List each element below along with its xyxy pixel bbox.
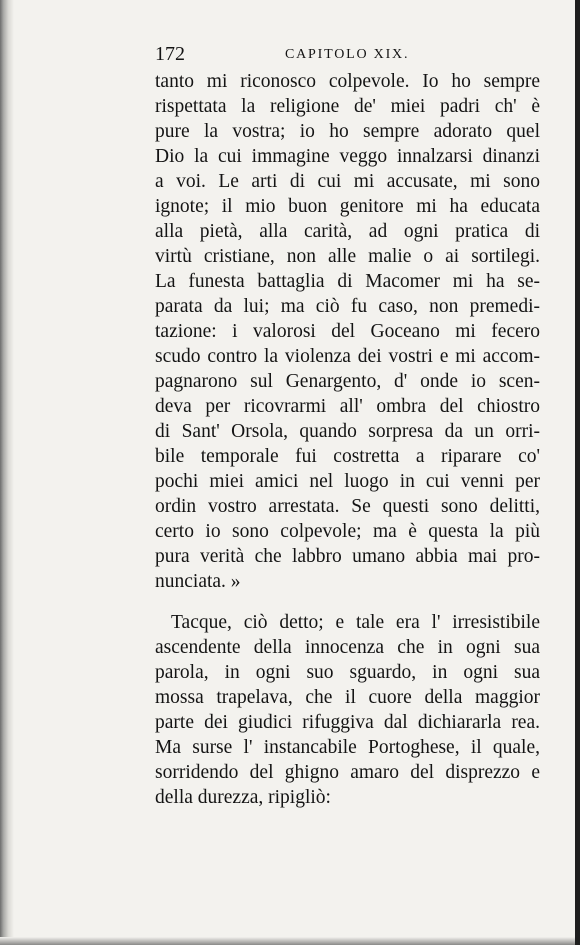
paragraph-1	[155, 69, 540, 594]
text-line: alla pietà, alla carità, ad ogni pratica di	[155, 221, 540, 242]
text-line: pure la vostra; io ho sempre adorato quel	[155, 121, 540, 142]
body-text	[155, 69, 540, 810]
page-left-edge	[0, 0, 14, 945]
text-line: certo io sono colpevole; ma è questa la più	[155, 521, 540, 542]
text-line: La funesta battaglia di Macomer mi ha se-	[155, 271, 540, 292]
text-line: pura verità che labbro umano abbia mai pro-	[155, 546, 540, 567]
text-line: Tacque, ciò detto; e tale era l' irresistibile	[171, 612, 540, 633]
text-line: virtù cristiane, non alle malie o ai sortilegi.	[155, 246, 540, 267]
page-number: 172	[155, 43, 185, 65]
text-line: pochi miei amici nel luogo in cui venni per	[155, 471, 540, 492]
text-line: ascendente della innocenza che in ogni sua	[155, 637, 540, 658]
text-line: Dio la cui immagine veggo innalzarsi dinanzi	[155, 146, 540, 167]
text-line: parte dei giudici rifuggiva dal dichiararla rea.	[155, 712, 540, 733]
page-bottom-edge	[0, 937, 575, 945]
paragraph-2	[155, 610, 540, 810]
text-line: tanto mi riconosco colpevole. Io ho sempre	[155, 71, 540, 92]
text-line: sorridendo del ghigno amaro del disprezzo e	[155, 762, 540, 783]
text-line: bile temporale fui costretta a riparare co'	[155, 446, 540, 467]
text-line: ordin vostro arrestata. Se questi sono delitti,	[155, 496, 540, 517]
text-line: di Sant' Orsola, quando sorpresa da un orri-	[155, 421, 540, 442]
text-line: parola, in ogni suo sguardo, in ogni sua	[155, 662, 540, 683]
text-line: rispettata la religione de' miei padri ch' è	[155, 96, 540, 117]
text-line: ignote; il mio buon genitore mi ha educata	[155, 196, 540, 217]
text-line: deva per ricovrarmi all' ombra del chiostro	[155, 396, 540, 417]
page-header	[155, 43, 540, 67]
text-line: della durezza, ripigliò:	[155, 787, 331, 808]
text-line: scudo contro la violenza dei vostri e mi accom-	[155, 346, 540, 367]
text-line: pagnarono sul Genargento, d' onde io scen-	[155, 371, 540, 392]
text-line: parata da lui; ma ciò fu caso, non premedi-	[155, 296, 540, 317]
text-line: tazione: i valorosi del Goceano mi fecero	[155, 321, 540, 342]
text-line: Ma surse l' instancabile Portoghese, il quale,	[155, 737, 540, 758]
text-line: a voi. Le arti di cui mi accusate, mi sono	[155, 171, 540, 192]
running-head: CAPITOLO XIX.	[285, 47, 410, 62]
text-line: nunciata. »	[155, 571, 241, 592]
text-line: mossa trapelava, che il cuore della maggior	[155, 687, 540, 708]
